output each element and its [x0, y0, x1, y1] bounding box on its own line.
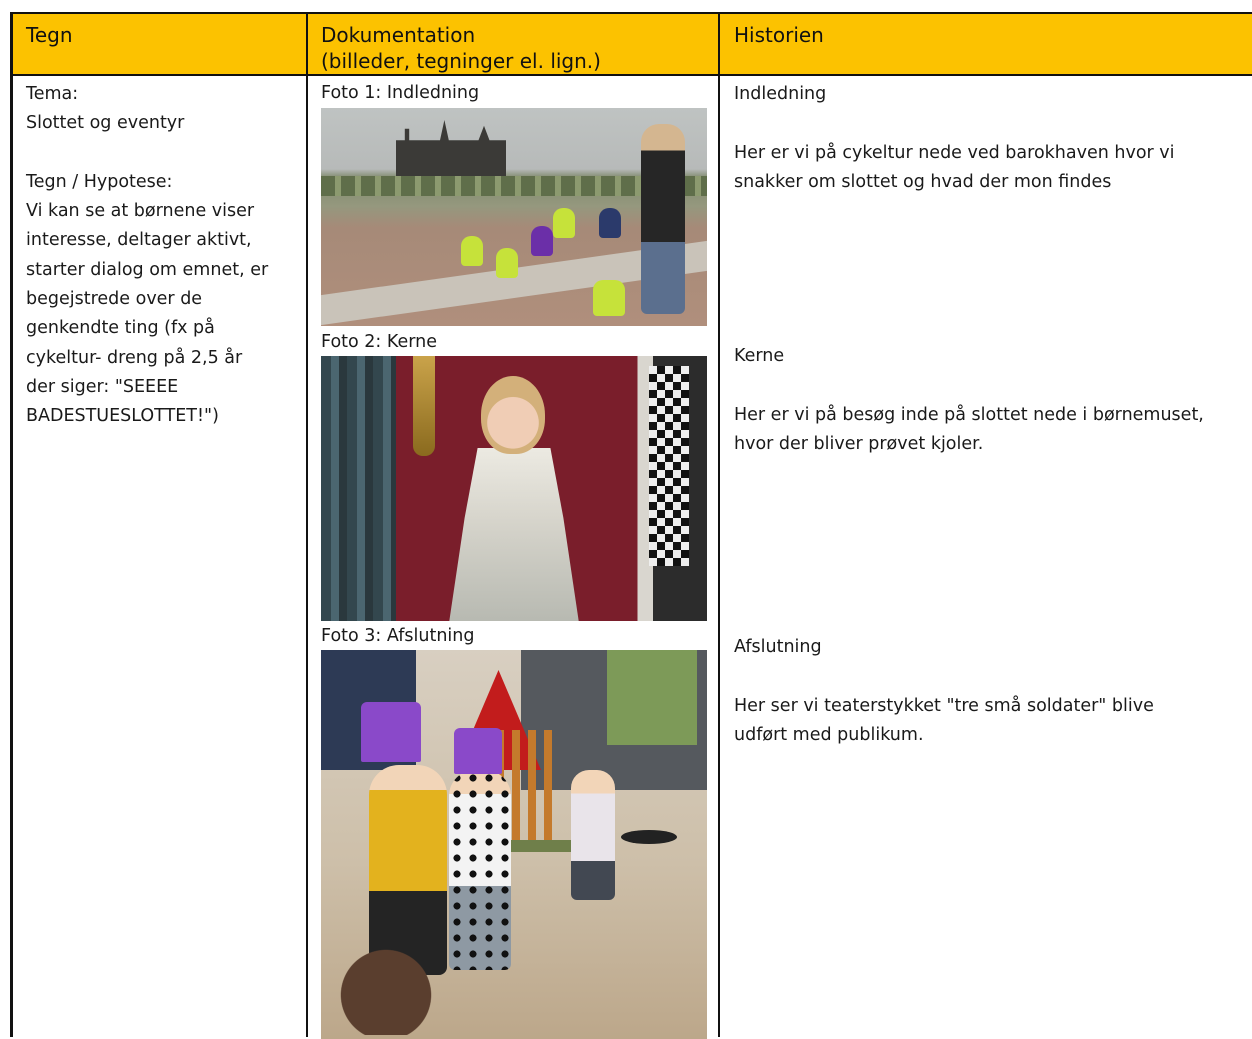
tegn-line: BADESTUESLOTTET!") — [26, 406, 219, 427]
tegn-line: Slottet og eventyr — [26, 113, 185, 134]
photo-1-caption: Foto 1: Indledning — [321, 83, 480, 103]
child-figure — [496, 248, 518, 278]
story-section-indledning — [734, 80, 1175, 197]
tegn-line: genkendte ting (fx på — [26, 318, 215, 339]
photo-1-image — [321, 108, 707, 326]
header-dokumentation — [321, 14, 601, 74]
table-header-row — [13, 14, 1252, 76]
header-historien: Historien — [734, 23, 824, 47]
story-line: Her er vi på besøg inde på slottet nede i børnemuset, — [734, 404, 1204, 425]
tegn-line: Tegn / Hypotese: — [26, 171, 173, 192]
photo-3-image — [321, 650, 707, 1039]
tegn-line: Vi kan se at børnene viser — [26, 201, 255, 222]
story-heading: Kerne — [734, 346, 785, 366]
story-line: hvor der bliver prøvet kjoler. — [734, 433, 984, 454]
child-dotted-figure — [449, 770, 511, 970]
story-line: snakker om slottet og hvad der mon findes — [734, 171, 1112, 192]
photo-2-caption: Foto 2: Kerne — [321, 332, 437, 352]
story-line: udført med publikum. — [734, 724, 924, 745]
checkered-frame-shape — [649, 366, 689, 566]
tegn-line: der siger: "SEEEE — [26, 376, 179, 397]
header-tegn: Tegn — [26, 23, 73, 47]
adult-figure — [641, 124, 685, 314]
child-figure — [553, 208, 575, 238]
column-divider-2 — [718, 14, 720, 1037]
green-cloth-shape — [607, 650, 697, 745]
girl-head-shape — [481, 376, 545, 454]
story-heading: Indledning — [734, 84, 827, 104]
story-heading: Afslutning — [734, 637, 822, 657]
story-section-afslutning — [734, 633, 1154, 750]
column-divider-1 — [306, 14, 308, 1037]
girl-dress-shape — [449, 448, 579, 621]
header-dokumentation-line1: Dokumentation — [321, 23, 476, 47]
photo-3-caption: Foto 3: Afslutning — [321, 626, 475, 646]
story-line: Her ser vi teaterstykket "tre små soldater" blive — [734, 695, 1154, 716]
photo-2-image — [321, 356, 707, 621]
tegn-cell — [26, 80, 268, 432]
tassel-shape — [413, 356, 435, 456]
castle-shape — [396, 120, 506, 178]
child-figure — [531, 226, 553, 256]
curtain-shape — [321, 356, 396, 621]
audience-head-shape — [331, 935, 441, 1035]
child-figure — [593, 280, 625, 316]
tegn-line: cykeltur- dreng på 2,5 år — [26, 347, 243, 368]
tegn-line: Tema: — [26, 84, 79, 104]
documentation-table — [10, 12, 1252, 1037]
tegn-line — [26, 139, 268, 168]
story-line: Her er vi på cykeltur nede ved barokhaven hvor vi — [734, 142, 1175, 163]
purple-hat-shape — [454, 728, 502, 774]
purple-hat-shape — [361, 702, 421, 762]
child-right-figure — [571, 770, 615, 900]
stool-shape — [621, 830, 677, 844]
tegn-line: interesse, deltager aktivt, — [26, 230, 252, 251]
tegn-line: starter dialog om emnet, er — [26, 259, 269, 280]
header-dokumentation-line2: (billeder, tegninger el. lign.) — [321, 49, 601, 73]
child-figure — [461, 236, 483, 266]
child-figure — [599, 208, 621, 238]
tegn-line: begejstrede over de — [26, 289, 203, 310]
story-section-kerne — [734, 342, 1204, 459]
